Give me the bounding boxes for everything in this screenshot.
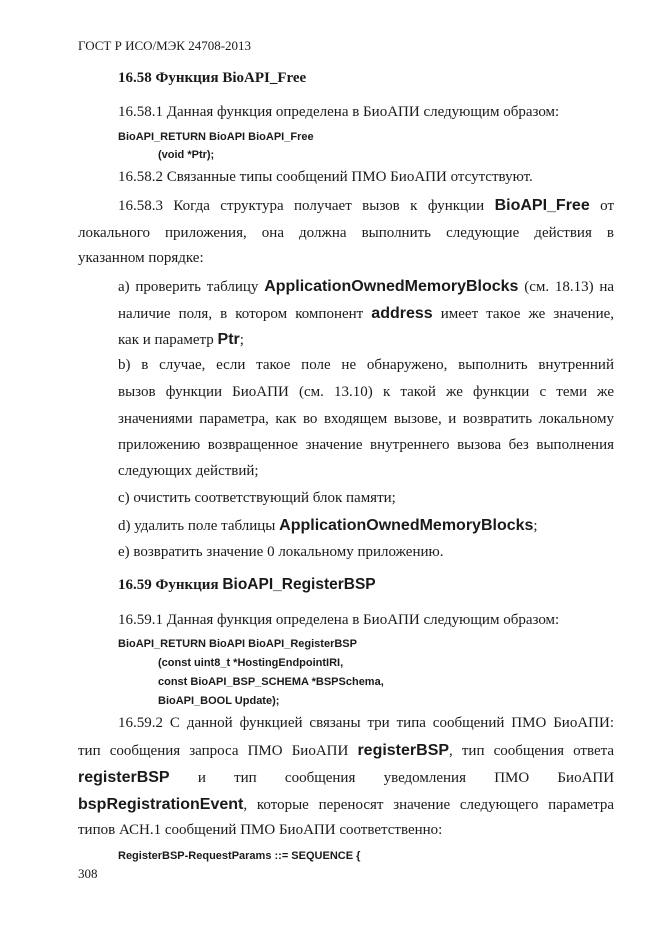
list-item-a-line: наличие поля, в котором компонент address имеет такое же значение, (118, 305, 615, 322)
paragraph-16-58-2: 16.58.2 Связанные типы сообщений ПМО БиоАПИ отсутствуют. (118, 169, 533, 185)
code-line: BioAPI_BOOL Update); (158, 695, 280, 707)
code-line: RegisterBSP-RequestParams ::= SEQUENCE { (118, 850, 361, 862)
list-item-b-line: приложению возвращенное значение внутреннего вызова без выполнения (118, 437, 614, 453)
identifier: bspRegistrationEvent (78, 796, 244, 813)
paragraph-16-58-1: 16.58.1 Данная функция определена в БиоАПИ следующим образом: (118, 104, 560, 120)
paragraph-text-line: указанном порядке: (78, 250, 204, 266)
identifier: registerBSP (78, 769, 170, 786)
page-number: 308 (78, 866, 98, 881)
list-item-a: a) проверить таблицу ApplicationOwnedMemoryBlocks (см. 18.13) на (118, 278, 615, 295)
paragraph-16-59-2: 16.59.2 С данной функцией связаны три типа сообщений ПМО БиоАПИ: (118, 715, 614, 731)
identifier: Ptr (217, 331, 240, 348)
paragraph-text-line: типов АСН.1 сообщений ПМО БиоАПИ соответственно: (78, 822, 443, 838)
paragraph-16-58-3-line: 16.58.3 Когда структура получает вызов к функции BioAPI_Free от (118, 197, 615, 214)
list-item-b-line: вызов функции БиоАПИ (см. 13.10) к такой же функции с теми же (118, 384, 614, 400)
identifier: ApplicationOwnedMemoryBlocks (264, 278, 519, 295)
paragraph-text-line: bspRegistrationEvent, которые переносят значение следующего параметра (78, 796, 614, 813)
code-line: BioAPI_RETURN BioAPI BioAPI_Free (118, 131, 314, 143)
paragraph-text-line: registerBSP и тип сообщения уведомления ПМО БиоАПИ (78, 769, 615, 786)
list-item-e: e) возвратить значение 0 локальному приложению. (118, 544, 444, 560)
list-item-b-line: значениями параметра, как во входящем вызове, и возвратить локальному (118, 411, 614, 427)
list-item-c: c) очистить соответствующий блок памяти; (118, 490, 396, 506)
code-line: (void *Ptr); (158, 149, 215, 161)
identifier: ApplicationOwnedMemoryBlocks (279, 517, 534, 534)
function-name: BioAPI_RegisterBSP (222, 576, 376, 593)
code-line: const BioAPI_BSP_SCHEMA *BSPSchema, (158, 676, 384, 688)
list-item-a-line: как и параметр Ptr; (118, 331, 244, 348)
list-item-b-line: следующих действий; (118, 463, 259, 479)
paragraph-text-line: тип сообщения запроса ПМО БиоАПИ registerBSP, тип сообщения ответа (78, 742, 615, 759)
code-line: (const uint8_t *HostingEndpointIRI, (158, 657, 344, 669)
list-item-b: b) в случае, если такое поле не обнаружено, выполнить внутренний (118, 357, 614, 373)
running-header: ГОСТ Р ИСО/МЭК 24708-2013 (78, 38, 252, 53)
identifier: address (371, 305, 433, 322)
paragraph-16-59-1: 16.59.1 Данная функция определена в БиоАПИ следующим образом: (118, 612, 560, 628)
code-line: BioAPI_RETURN BioAPI BioAPI_RegisterBSP (118, 638, 357, 650)
function-name: BioAPI_Free (494, 197, 590, 214)
section-heading-16-59: 16.59 Функция BioAPI_RegisterBSP (118, 576, 376, 593)
section-heading-16-58: 16.58 Функция BioAPI_Free (118, 70, 307, 86)
paragraph-text-line: локального приложения, она должна выполнить следующие действия в (78, 225, 614, 241)
list-item-d: d) удалить поле таблицы ApplicationOwnedMemoryBlocks; (118, 517, 538, 534)
identifier: registerBSP (357, 742, 450, 759)
